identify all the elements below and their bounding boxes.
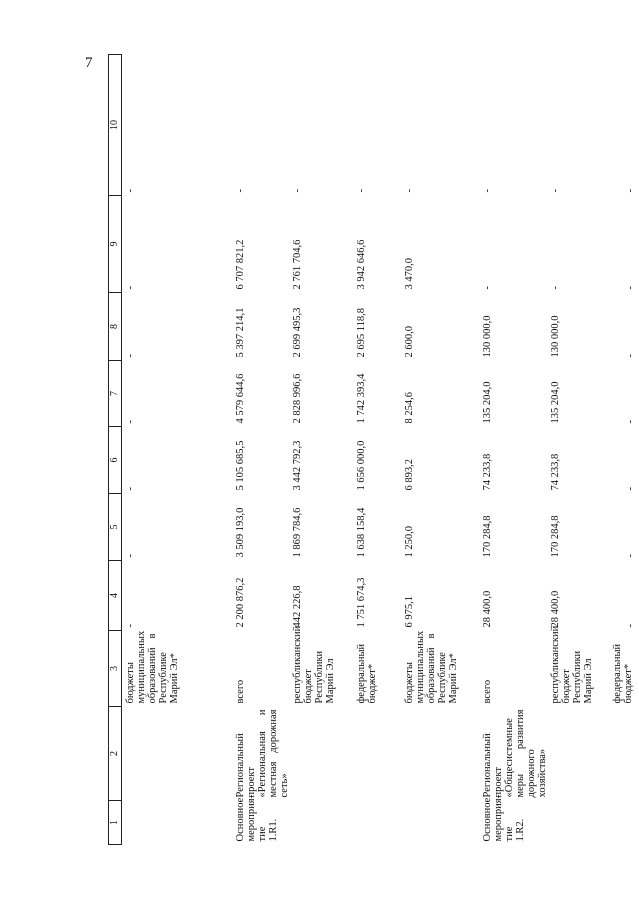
cell-value: 1 751 674,3 [355,577,367,628]
header-row [109,55,122,845]
cell-value: 2 695 118,8 [355,308,367,358]
cell-event [403,801,481,845]
header-cell: 4 [109,561,122,631]
cell-value: - [403,189,415,193]
cell-value: 1 869 784,6 [291,507,303,558]
cell-value: 4 579 644,6 [234,373,246,424]
cell-value: - [291,189,303,193]
cell-value: 5 397 214,1 [234,307,246,358]
cell-source: бюджеты муниципальных образований в Республике Марий Эл* [125,630,180,704]
header-cell: 2 [109,707,122,801]
cell-value: - [481,286,493,290]
cell-name [611,707,639,801]
table-row [549,55,611,845]
cell-value: - [624,624,636,628]
table-row [403,55,481,845]
cell-value: 130 000,0 [481,315,493,358]
cell-value: 28 400,0 [481,590,493,628]
page-number: 7 [85,55,93,71]
cell-value: 135 204,0 [549,381,561,424]
cell-value: - [549,189,561,193]
cell-value: 442 226,8 [291,585,303,628]
cell-value: - [624,286,636,290]
cell-event [611,801,639,845]
cell-value: - [125,286,136,290]
cell-value: - [355,189,367,193]
cell-value: 135 204,0 [481,381,493,424]
cell-source: бюджеты муниципальных образований в Республике Марий Эл* [403,630,459,704]
cell-value: 3 470,0 [403,258,415,290]
cell-name: Региональный проект «Региональная и местная дорожная сеть» [234,709,290,798]
budget-table [108,54,639,845]
cell-event: Основное мероприя-тие 1.R1. [234,794,279,842]
cell-value: 3 509 193,0 [234,507,246,558]
cell-value: 6 893,2 [403,459,415,491]
cell-name: Региональный проект «Общесистемные меры развития дорожного хозяйства» [481,709,548,798]
cell-value: 1 250,0 [403,526,415,558]
header-cell: 1 [109,801,122,845]
cell-value: 2 200 876,2 [234,577,246,628]
cell-source: федеральный бюджет* [611,643,634,704]
cell-event: Основное мероприя-тие 1.R2. [481,794,526,842]
header-cell: 3 [109,631,122,707]
cell-value: 8 254,6 [403,392,415,424]
header-cell: 5 [109,494,122,561]
table-row [234,55,291,845]
cell-value: - [624,354,636,358]
cell-value: - [624,189,636,193]
cell-event [549,801,611,845]
cell-source: республиканский бюджет Республики Марий Эл [291,625,336,704]
cell-value: - [624,420,636,424]
cell-value: 1 638 158,4 [355,507,367,558]
cell-value: 1 742 393,4 [355,373,367,424]
cell-value: 170 284,8 [481,515,493,558]
cell-value: 3 942 646,6 [355,239,367,290]
cell-value: - [549,286,561,290]
table-row [355,55,403,845]
header-cell: 8 [109,293,122,361]
cell-value: 6 975,1 [403,596,415,628]
cell-source: всего [234,679,246,704]
cell-value: 6 707 821,2 [234,239,246,290]
cell-name [355,707,403,801]
cell-value: - [481,189,493,193]
cell-name [403,707,481,801]
cell-value: 74 233,8 [549,453,561,491]
cell-event [122,801,234,845]
cell-event [291,801,355,845]
cell-value: - [234,189,246,193]
cell-value: 5 105 685,5 [234,440,246,491]
table-row [481,55,549,845]
header-cell: 9 [109,196,122,293]
cell-name [549,707,611,801]
cell-value: - [125,487,136,491]
cell-source: всего [481,679,493,704]
cell-value: 2 600,0 [403,326,415,358]
rotated-table-container [108,55,636,845]
cell-value: 74 233,8 [481,453,493,491]
cell-name [291,707,355,801]
cell-value: 170 284,8 [549,515,561,558]
cell-event [355,801,403,845]
cell-value: 28 400,0 [549,590,561,628]
cell-value: - [125,554,136,558]
cell-value: 2 761 704,6 [291,239,303,290]
cell-value: - [125,354,136,358]
cell-name [122,707,234,801]
cell-value: - [125,624,136,628]
cell-source: республиканский бюджет Республики Марий Эл [549,625,594,704]
cell-value: 2 828 996,6 [291,373,303,424]
table-row [291,55,355,845]
header-cell: 10 [109,55,122,196]
header-cell: 7 [109,361,122,427]
cell-value: 2 699 495,3 [291,307,303,358]
header-cell: 6 [109,427,122,494]
cell-value: 3 442 792,3 [291,440,303,491]
cell-source: федеральный бюджет* [355,643,378,704]
cell-value: - [125,189,136,193]
table-row [611,55,639,845]
cell-value: - [125,420,136,424]
cell-value: - [624,487,636,491]
table-row [122,55,234,845]
cell-value: 1 656 000,0 [355,440,367,491]
cell-value: - [624,554,636,558]
cell-value: 130 000,0 [549,315,561,358]
